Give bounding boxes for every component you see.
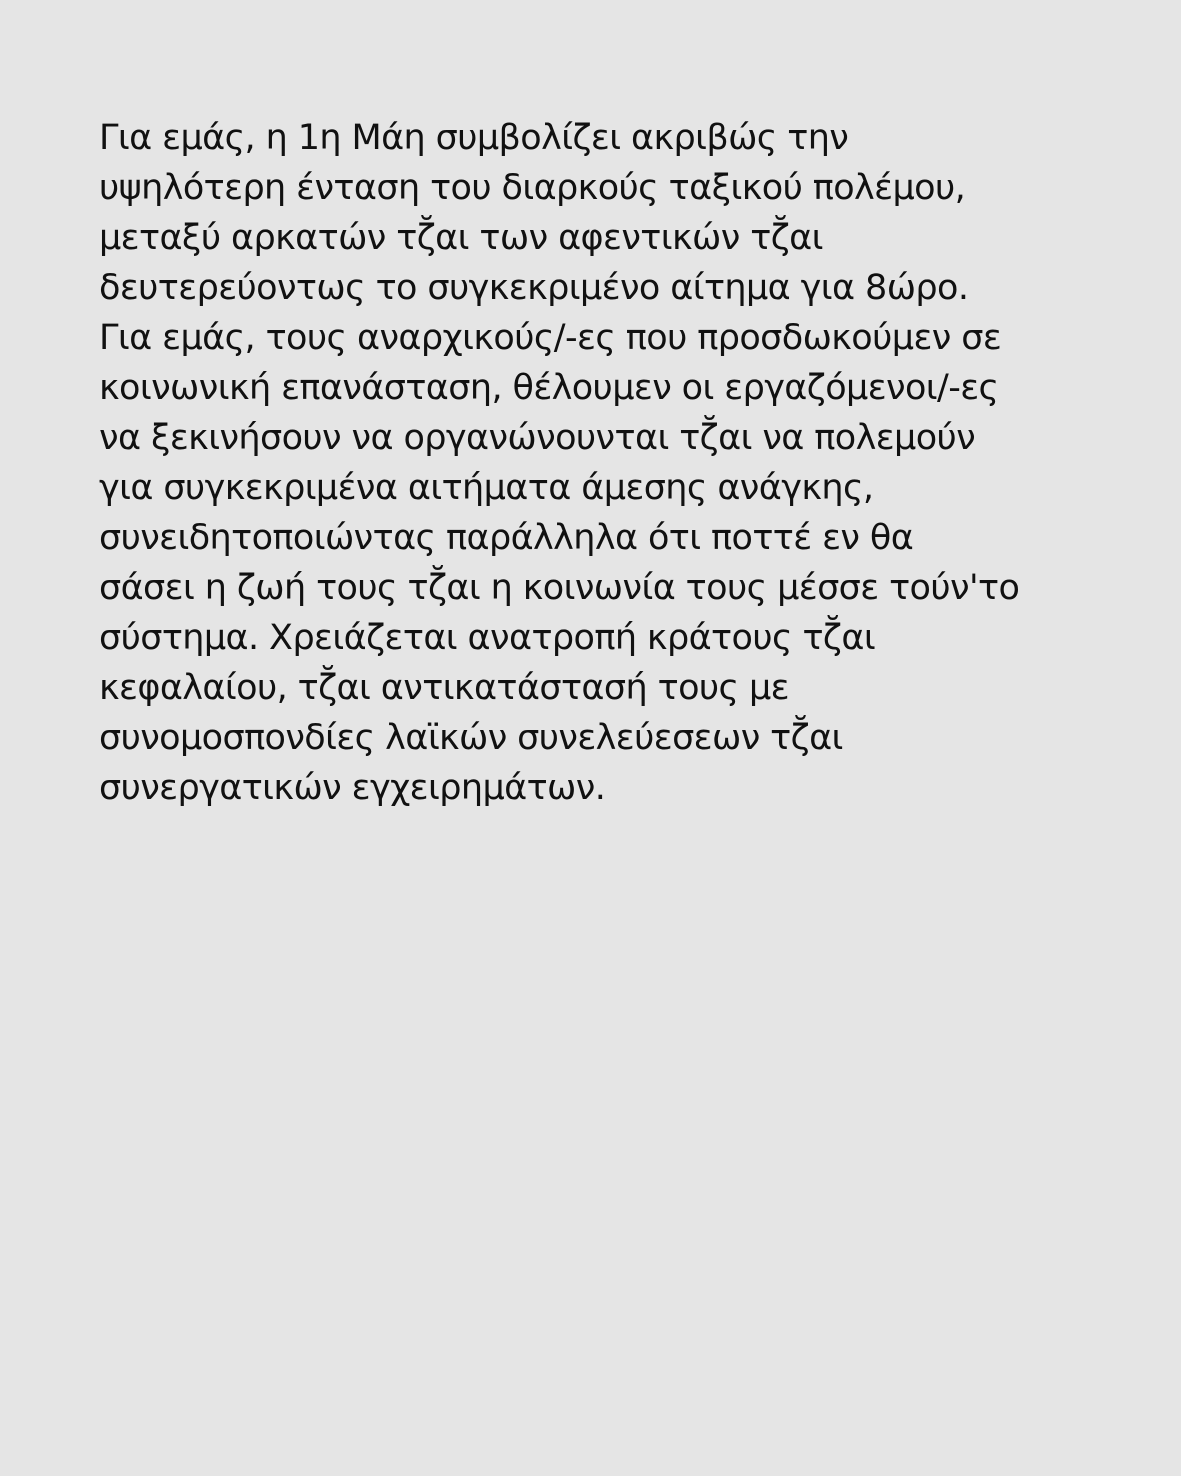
paragraph-line-11: σύστημα. Χρειάζεται ανατροπή κράτους τζ̆αι xyxy=(99,618,876,658)
paragraph-line-7: να ξεκινήσουν να οργανώνουνται τζ̆αι να πολεμούν xyxy=(99,418,976,458)
paragraph-line-2: υψηλότερη ένταση του διαρκούς ταξικού πολέμου, xyxy=(99,168,966,208)
body-paragraph xyxy=(99,113,1099,813)
paragraph-line-5: Για εμάς, τους αναρχικούς/-ες που προσδωκούμεν σε xyxy=(99,318,1002,358)
paragraph-line-13: συνομοσπονδίες λαϊκών συνελεύεσεων τζ̆αι xyxy=(99,718,843,758)
paragraph-line-3: μεταξύ αρκατών τζ̆αι των αφεντικών τζ̆αι xyxy=(99,218,823,258)
paragraph-line-4: δευτερεύοντως το συγκεκριμένο αίτημα για 8ώρο. xyxy=(99,268,969,308)
paragraph-line-8: για συγκεκριμένα αιτήματα άμεσης ανάγκης, xyxy=(99,468,874,508)
paragraph-line-14: συνεργατικών εγχειρημάτων. xyxy=(99,768,606,808)
paragraph-line-6: κοινωνική επανάσταση, θέλουμεν οι εργαζόμενοι/-ες xyxy=(99,368,999,408)
paragraph-line-1: Για εμάς, η 1η Μάη συμβολίζει ακριβώς την xyxy=(99,118,849,158)
paragraph-line-12: κεφαλαίου, τζ̆αι αντικατάστασή τους με xyxy=(99,668,789,708)
paragraph-line-9: συνειδητοποιώντας παράλληλα ότι ποττέ εν θα xyxy=(99,518,914,558)
paragraph-line-10: σάσει η ζωή τους τζ̆αι η κοινωνία τους μέσσε τούν'το xyxy=(99,568,1020,608)
